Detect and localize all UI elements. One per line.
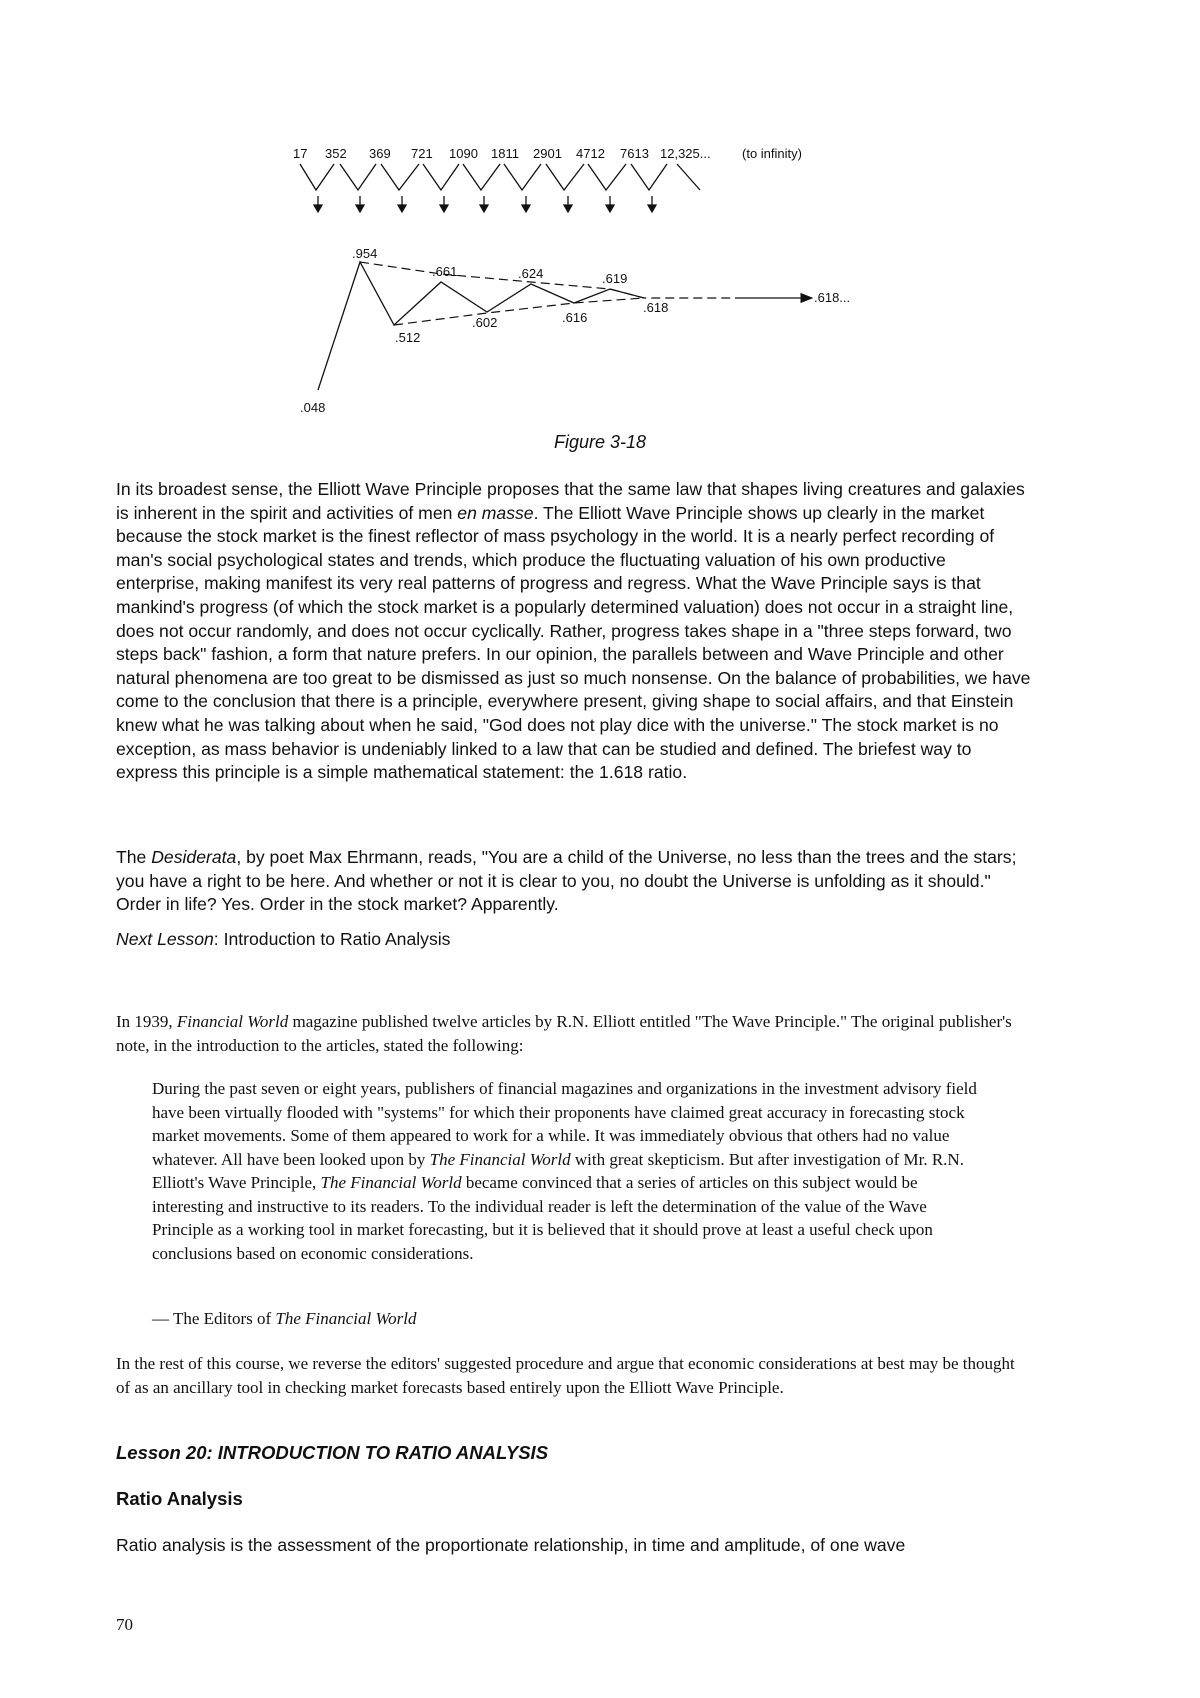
sequence-label: 369 bbox=[369, 146, 391, 161]
ratio-label: .618... bbox=[814, 290, 851, 305]
quote-emphasis-1: The Financial World bbox=[429, 1149, 571, 1169]
publisher-note-quote bbox=[152, 1077, 990, 1265]
p2-emphasis: Desiderata bbox=[151, 847, 237, 867]
ratio-label: .619 bbox=[602, 271, 628, 286]
sequence-label: 352 bbox=[325, 146, 347, 161]
quote-text-c: became convinced that a series of articles on this subject would be interesting and instructive to its readers. To the individual reader is left the determination of the value of the Wave Principle as a working tool in market forecasting, but it is believed that it should prove at least a useful check upon conclusions based on economic considerations. bbox=[152, 1173, 933, 1263]
sequence-label: 1090 bbox=[449, 146, 478, 161]
sequence-vees bbox=[300, 164, 700, 190]
paragraph-ratio-analysis: Ratio analysis is the assessment of the proportionate relationship, in time and amplitude, of one wave bbox=[116, 1535, 906, 1555]
p3-emphasis: Financial World bbox=[176, 1012, 289, 1031]
paragraph-1939 bbox=[116, 1010, 1031, 1057]
ratio-label: .954 bbox=[352, 246, 378, 261]
ratio-label: .048 bbox=[300, 400, 326, 415]
sequence-label: 12,325... bbox=[660, 146, 711, 161]
section-title: Ratio Analysis bbox=[116, 1488, 243, 1509]
ratio-label: .616 bbox=[562, 310, 588, 325]
ratio-label: .602 bbox=[472, 315, 498, 330]
sequence-label: 4712 bbox=[576, 146, 605, 161]
lesson-title: Lesson 20: INTRODUCTION TO RATIO ANALYSIS bbox=[116, 1442, 549, 1463]
dashed-envelopes bbox=[360, 262, 735, 325]
quote-text-b: with great skepticism. But after investigation of Mr. R.N. Elliott's Wave Principle, bbox=[152, 1149, 964, 1192]
paragraph-rest-of-course: In the rest of this course, we reverse the editors' suggested procedure and argue that economic considerations at best may be thought of as an ancillary tool in checking market forecasts based entirely upon the Elliott Wave Principle. bbox=[116, 1354, 1015, 1397]
p2-text-a: The bbox=[116, 847, 152, 867]
attribution-text: — The Editors of bbox=[152, 1309, 276, 1328]
page-number: 70 bbox=[116, 1615, 133, 1634]
quote-text-a: During the past seven or eight years, publishers of financial magazines and organizations in the investment advisory field have been virtually flooded with "systems" for which their proponents have claimed great accuracy in forecasting stock market movements. Some of them appeared to work for a while. It was immediately obvious that others had no value whatever. All have been looked upon by bbox=[152, 1079, 977, 1169]
ratio-label: .661 bbox=[432, 264, 458, 279]
next-lesson-line bbox=[116, 928, 1031, 952]
figure-caption: Figure 3-18 bbox=[553, 432, 647, 452]
sequence-label: 1811 bbox=[491, 146, 519, 161]
p1-text-a: In its broadest sense, the Elliott Wave Principle proposes that the same law that shapes living creatures and galaxies is inherent in the spirit and activities of men bbox=[116, 479, 1025, 523]
p3-text-b: magazine published twelve articles by R.N. Elliott entitled "The Wave Principle." The original publisher's note, in the introduction to the articles, stated the following: bbox=[116, 1012, 1012, 1055]
sequence-arrows bbox=[314, 196, 656, 212]
sequence-label: (to infinity) bbox=[742, 146, 802, 161]
quote-emphasis-2: The Financial World bbox=[320, 1173, 462, 1192]
quote-attribution bbox=[152, 1307, 990, 1331]
attribution-emphasis: The Financial World bbox=[275, 1309, 417, 1328]
paragraph-broadest-sense bbox=[116, 478, 1031, 785]
ratio-label: .512 bbox=[395, 330, 421, 345]
sequence-label: 721 bbox=[411, 146, 433, 161]
p3-text-a: In 1939, bbox=[116, 1012, 177, 1031]
sequence-label: 2901 bbox=[533, 146, 562, 161]
ratio-label: .618 bbox=[643, 300, 669, 315]
sequence-label: 17 bbox=[293, 146, 308, 161]
next-lesson-label: Next Lesson bbox=[116, 929, 214, 949]
p2-text-b: , by poet Max Ehrmann, reads, "You are a child of the Universe, no less than the trees and the stars; you have a right to be here. And whether or not it is clear to you, no doubt the Universe is unfolding as it should." Order in life? Yes. Order in the stock market? Apparently. bbox=[116, 847, 1017, 915]
sequence-label: 7613 bbox=[620, 146, 649, 161]
ratio-label: .624 bbox=[518, 266, 544, 281]
paragraph-desiderata bbox=[116, 846, 1031, 917]
next-lesson-text: : Introduction to Ratio Analysis bbox=[213, 929, 451, 949]
figure-3-18 bbox=[0, 0, 1200, 420]
p1-emphasis: en masse bbox=[457, 502, 534, 523]
p1-text-b: . The Elliott Wave Principle shows up clearly in the market because the stock market is the finest reflector of mass psychology in the world. It is a nearly perfect recording of man's social psychological states and trends, which produce the fluctuating valuation of his own productive enterprise, making manifest its very real patterns of progress and regress. What the Wave Principle says is that mankind's progress (of which the stock market is a popularly determined valuation) does not occur in a straight line, does not occur randomly, and does not occur cyclically. Rather, progress takes shape in a "three steps forward, two steps back" fashion, a form that nature prefers. In our opinion, the parallels between and Wave Principle and other natural phenomena are too great to be dismissed as just so much nonsense. On the balance of probabilities, we have come to the conclusion that there is a principle, everywhere present, giving shape to social affairs, and that Einstein knew what he was talking about when he said, "God does not play dice with the universe." The stock market is no exception, as mass behavior is undeniably linked to a law that can be studied and defined. The briefest way to express this principle is a simple mathematical statement: the 1.618 ratio. bbox=[116, 502, 1031, 783]
